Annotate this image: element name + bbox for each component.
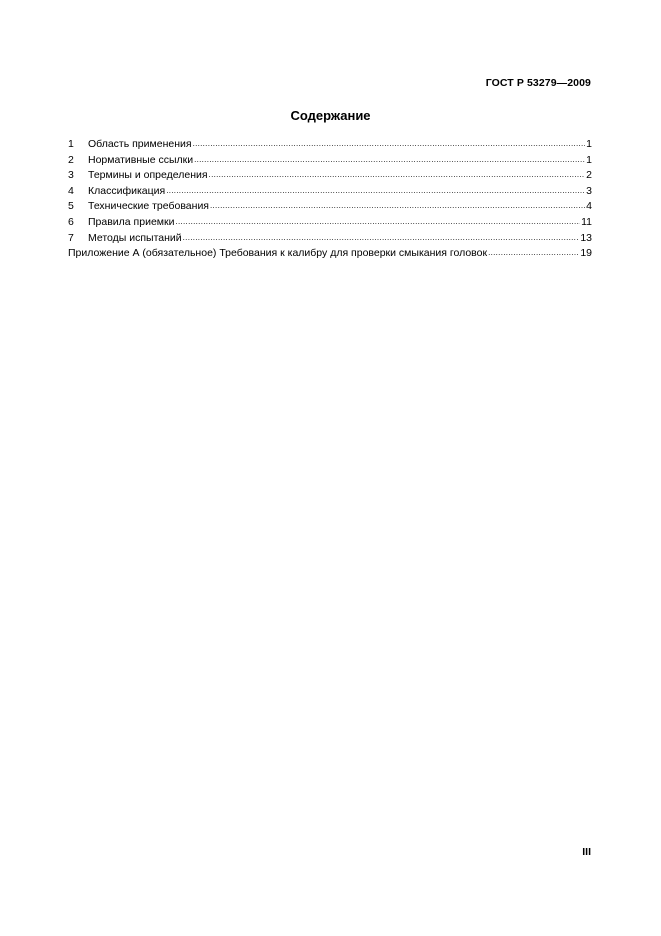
toc-leader-dots [488, 245, 579, 261]
toc-entry-page: 3 [586, 184, 592, 197]
toc-entry-label: Методы испытаний [88, 231, 182, 244]
toc-entry[interactable] [68, 199, 592, 215]
toc-entry[interactable] [68, 137, 592, 153]
toc-appendix-label: Приложение А (обязательное) Требования к калибру для проверки смыкания головок [68, 247, 488, 260]
toc-leader-dots [193, 136, 586, 152]
toc-entry-label: Классификация [88, 184, 166, 197]
toc-entry-label: Термины и определения [88, 169, 208, 182]
document-code: ГОСТ Р 53279—2009 [485, 77, 591, 89]
toc-entry-number: 7 [68, 231, 74, 244]
toc-entry-page: 13 [580, 231, 592, 244]
toc-entry[interactable] [68, 215, 592, 231]
toc-leader-dots [166, 183, 585, 199]
toc-entry-number: 3 [68, 169, 74, 182]
toc-entry-page: 2 [586, 169, 592, 182]
table-of-contents [68, 137, 592, 262]
toc-entry-page: 11 [581, 215, 592, 228]
toc-entry[interactable] [68, 231, 592, 247]
toc-entry[interactable] [68, 168, 592, 184]
toc-leader-dots [209, 167, 586, 183]
toc-entry-label: Область применения [88, 138, 192, 150]
toc-entry-number: 1 [68, 138, 74, 150]
toc-entry-page: 1 [586, 138, 592, 150]
toc-leader-dots [175, 214, 580, 230]
toc-entry[interactable] [68, 184, 592, 200]
page-number: III [582, 846, 591, 858]
toc-leader-dots [194, 152, 585, 168]
toc-entry[interactable] [68, 153, 592, 169]
toc-appendix-entry[interactable] [68, 246, 592, 262]
toc-entry-number: 6 [68, 215, 74, 228]
toc-entry-page: 4 [586, 200, 592, 213]
toc-leader-dots [210, 198, 585, 214]
toc-entry-number: 5 [68, 200, 74, 213]
toc-entry-label: Нормативные ссылки [88, 153, 194, 166]
toc-leader-dots [183, 230, 580, 246]
toc-appendix-page: 19 [580, 247, 592, 260]
toc-entry-number: 2 [68, 153, 74, 166]
toc-entry-number: 4 [68, 184, 74, 197]
toc-entry-label: Технические требования [88, 200, 209, 213]
toc-title: Содержание [290, 108, 371, 123]
toc-entry-label: Правила приемки [88, 215, 175, 228]
toc-entry-page: 1 [586, 153, 592, 166]
